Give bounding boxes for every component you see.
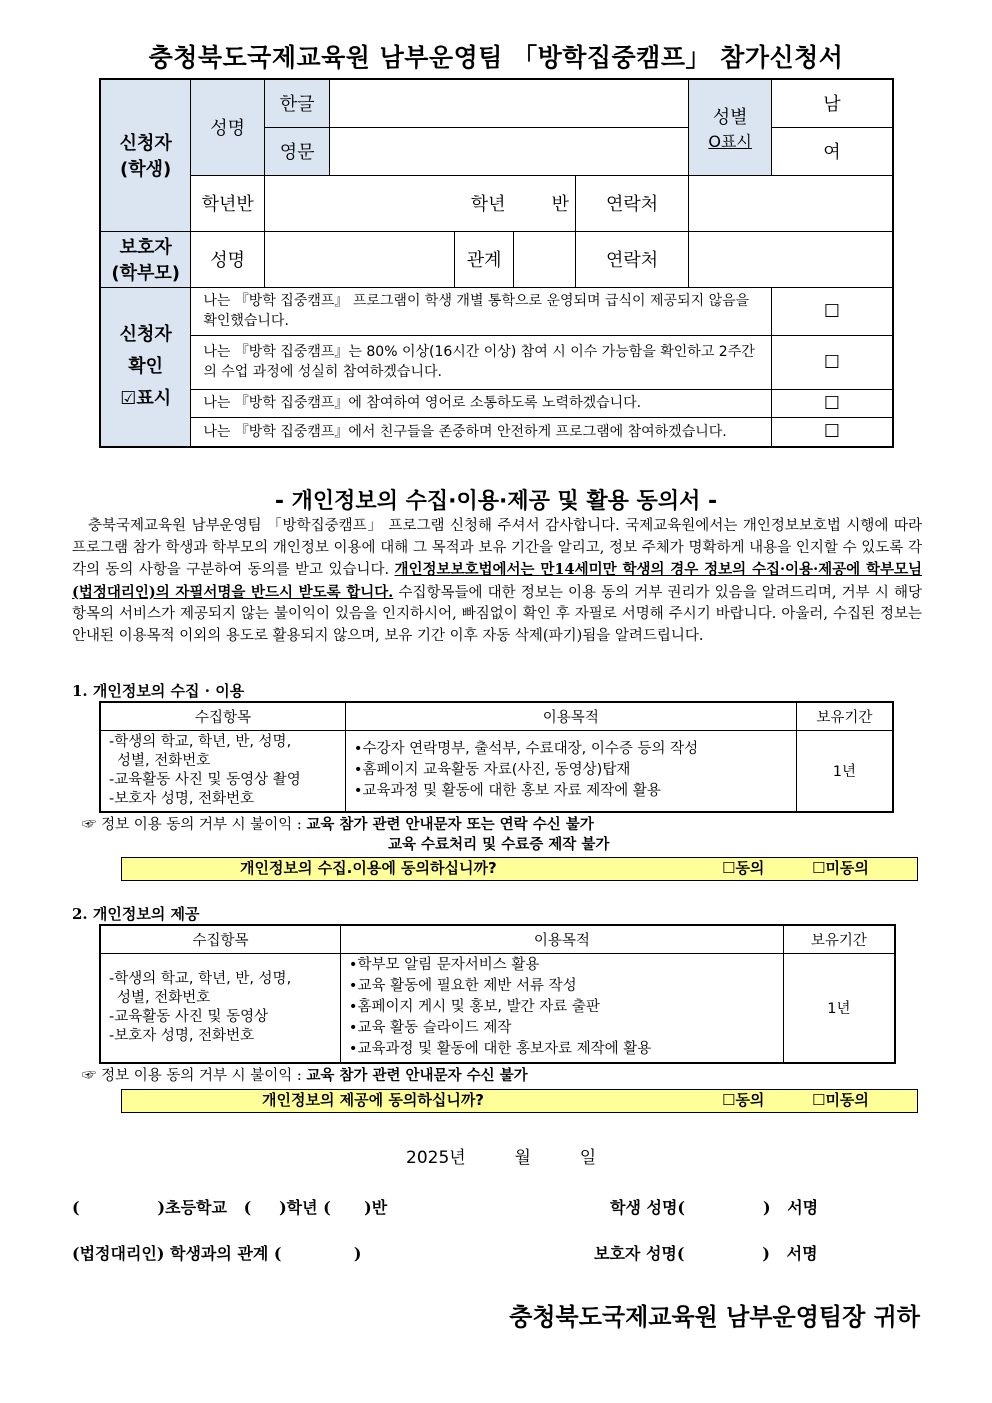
- section2-question: 개인정보의 제공에 동의하십니까?: [262, 1091, 485, 1109]
- korean-name-label: 한글: [265, 79, 330, 127]
- relation-field[interactable]: [514, 231, 576, 287]
- application-table: [99, 78, 894, 448]
- guardian-relation-field[interactable]: (법정대리인) 학생과의 관계 ( ): [72, 1244, 362, 1263]
- confirm-item-3: 나는 『방학 집중캠프』에 참여하여 영어로 소통하도록 노력하겠습니다.: [191, 389, 772, 417]
- section1-question: 개인정보의 수집.이용에 동의하십니까?: [240, 859, 497, 877]
- section2-header-purpose: 이용목적: [340, 925, 783, 953]
- confirm-checkbox-2[interactable]: ☐: [772, 335, 894, 389]
- gender-male-option[interactable]: 남: [772, 79, 894, 127]
- confirm-section-label: 신청자 확인 ☑표시: [100, 287, 191, 447]
- section1-header-period: 보유기간: [796, 702, 893, 730]
- section2-table: [99, 924, 896, 1064]
- korean-name-field[interactable]: [330, 79, 689, 127]
- section1-consent-bar: [121, 857, 918, 881]
- date-month: 월: [514, 1148, 531, 1168]
- signature-row-student: [72, 1195, 922, 1218]
- section2-heading: 2. 개인정보의 제공: [72, 905, 200, 923]
- guardian-name-label: 성명: [191, 231, 265, 287]
- section2-agree-checkbox[interactable]: ☐동의: [722, 1091, 765, 1109]
- section1-heading: 1. 개인정보의 수집 · 이용: [72, 682, 245, 700]
- section1-items: -학생의 학교, 학년, 반, 성명, 성별, 전화번호 -교육활동 사진 및 동영상 촬영 -보호자 성명, 전화번호: [100, 730, 345, 812]
- confirm-checkbox-1[interactable]: ☐: [772, 287, 894, 335]
- section1-period: 1년: [796, 730, 893, 812]
- guardian-signature[interactable]: 보호자 성명( ) 서명: [594, 1244, 818, 1263]
- section1-agree-checkbox[interactable]: ☐동의: [722, 859, 765, 877]
- signature-row-guardian: [72, 1241, 922, 1264]
- grade-class-field[interactable]: 학년 반: [265, 175, 576, 231]
- gender-female-option[interactable]: 여: [772, 127, 894, 175]
- section2-purposes: •학부모 알림 문자서비스 활용 •교육 활동에 필요한 제반 서류 작성 •홈페이지 게시 및 홍보, 발간 자료 출판 •교육 활동 슬라이드 제작 •교육과정 및 활동에 대한 홍보자료 제작에 활용: [340, 953, 783, 1063]
- section1-note: ☞ 정보 이용 동의 거부 시 불이익 : 교육 참가 관련 안내문자 또는 연락 수신 불가 교육 수료처리 및 수료증 제작 불가: [82, 816, 610, 853]
- confirm-checkbox-3[interactable]: ☐: [772, 389, 894, 417]
- confirm-checkbox-4[interactable]: ☐: [772, 417, 894, 447]
- consent-intro: 충북국제교육원 남부운영팀 「방학집중캠프」 프로그램 신청해 주셔서 감사합니다. 국제교육원에서는 개인정보보호법 시행에 따라 프로그램 참가 학생과 학부모의 개인정보 이용에 대해 그 목적과 보유 기간을 알리고, 정보 주체가 명확하게 내용을 인지할 수 있도록 각각의 동의 사항을 구분하여 동의를 받고 있습니다. 개인정보보호법에서는 만14세미만 학생의 경우 정보의 수집·이용·제공에 학부모님(법정대리인)의 자필서명을 반드시 받도록 합니다. 수집항목들에 대한 정보는 이용 동의 거부 권리가 있음을 알려드리며, 거부 시 해당 항목의 서비스가 제공되지 않는 불이익이 있음을 인지하시어, 빠짐없이 확인 후 자필로 서명해 주시기 바랍니다. 아울러, 수집된 정보는 안내된 이용목적 이외의 용도로 활용되지 않으며, 보유 기간 이후 자동 삭제(파기)됨을 알려드립니다.: [72, 518, 922, 644]
- consent-title: - 개인정보의 수집·이용·제공 및 활용 동의서 -: [274, 489, 718, 514]
- section2-items: -학생의 학교, 학년, 반, 성명, 성별, 전화번호 -교육활동 사진 및 동영상 -보호자 성명, 전화번호: [100, 953, 340, 1063]
- student-signature[interactable]: 학생 성명( ) 서명: [610, 1198, 819, 1217]
- confirm-item-2: 나는 『방학 집중캠프』는 80% 이상(16시간 이상) 참여 시 이수 가능함을 확인하고 2주간의 수업 과정에 성실히 참여하겠습니다.: [191, 335, 772, 389]
- gender-label: 성별 O표시: [689, 79, 772, 175]
- page-title: 충청북도국제교육원 남부운영팀 「방학집중캠프」 참가신청서: [148, 43, 844, 72]
- guardian-contact-label: 연락처: [575, 231, 688, 287]
- english-name-label: 영문: [265, 127, 330, 175]
- student-contact-label: 연락처: [575, 175, 688, 231]
- english-name-field[interactable]: [330, 127, 689, 175]
- guardian-section-label: 보호자 (학부모): [100, 231, 191, 287]
- guardian-contact-field[interactable]: [689, 231, 893, 287]
- section1-disagree-checkbox[interactable]: ☐미동의: [812, 859, 869, 877]
- confirm-item-4: 나는 『방학 집중캠프』에서 친구들을 존중하며 안전하게 프로그램에 참여하겠습니다.: [191, 417, 772, 447]
- date-line: [406, 1143, 596, 1168]
- section2-disagree-checkbox[interactable]: ☐미동의: [812, 1091, 869, 1109]
- relation-label: 관계: [454, 231, 514, 287]
- grade-class-label: 학년반: [191, 175, 265, 231]
- recipient-footer: 충청북도국제교육원 남부운영팀장 귀하: [509, 1303, 920, 1331]
- school-grade-class-fields[interactable]: ( )초등학교 ( )학년 ( )반: [72, 1198, 388, 1217]
- date-year: 2025년: [406, 1148, 466, 1168]
- section2-header-items: 수집항목: [100, 925, 340, 953]
- date-day: 일: [579, 1148, 597, 1168]
- section2-period: 1년: [783, 953, 895, 1063]
- confirm-item-1: 나는 『방학 집중캠프』 프로그램이 학생 개별 통학으로 운영되며 급식이 제공되지 않음을 확인했습니다.: [191, 287, 772, 335]
- section2-header-period: 보유기간: [783, 925, 895, 953]
- section1-table: [99, 701, 894, 813]
- guardian-name-field[interactable]: [265, 231, 455, 287]
- section2-consent-bar: [121, 1089, 918, 1113]
- intro-emphasis: 개인정보보호법에서는 만14세미만 학생의 경우 정보의 수집·이용·제공에 학부모님(법정대리인)의 자필서명을 반드시 받도록 합니다.: [72, 561, 922, 601]
- section2-note: ☞ 정보 이용 동의 거부 시 불이익 : 교육 참가 관련 안내문자 수신 불가: [82, 1067, 528, 1084]
- applicant-section-label: 신청자 (학생): [100, 79, 191, 231]
- section1-header-items: 수집항목: [100, 702, 345, 730]
- section1-purposes: •수강자 연락명부, 출석부, 수료대장, 이수증 등의 작성 •홈페이지 교육활동 자료(사진, 동영상)탑재 •교육과정 및 활동에 대한 홍보 자료 제작에 활용: [345, 730, 796, 812]
- student-contact-field[interactable]: [689, 175, 893, 231]
- section1-header-purpose: 이용목적: [345, 702, 796, 730]
- applicant-name-label: 성명: [191, 79, 265, 175]
